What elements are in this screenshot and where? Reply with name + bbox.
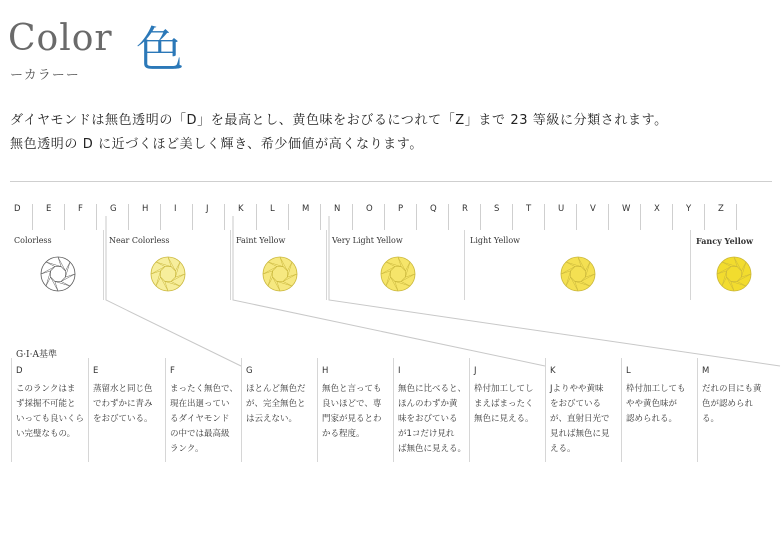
gia-letter-m: M xyxy=(702,366,710,376)
grade-letter-l: L xyxy=(270,204,275,214)
gia-column-divider xyxy=(241,358,242,462)
grade-letter-y: Y xyxy=(686,204,692,214)
grade-letter-u: U xyxy=(558,204,565,214)
description-line-1: ダイヤモンドは無色透明の「D」を最高とし、黄色味をおびるにつれて「Z」まで 23 等級に分類されます。 xyxy=(10,113,668,128)
gia-description: このランクはま ず採掘不可能と いっても良いくら い完璧なもの。 xyxy=(16,384,85,439)
segment-label: Near Colorless xyxy=(109,236,170,245)
grade-tick xyxy=(288,204,289,230)
grade-tick xyxy=(416,204,417,230)
gia-description: 枠付加工してし まえばまったく 無色に見える。 xyxy=(474,384,534,424)
segment-divider xyxy=(103,230,104,300)
grade-tick xyxy=(128,204,129,230)
grade-letter-n: N xyxy=(334,204,341,214)
grade-letter-d: D xyxy=(14,204,21,214)
segment-divider xyxy=(326,230,327,300)
gia-column-divider xyxy=(545,358,546,462)
gia-column-divider xyxy=(88,358,89,462)
gia-letter-i: I xyxy=(398,366,401,376)
gia-letter-d: D xyxy=(16,366,23,376)
gia-description: 蒸留水と同じ色 でわずかに青み をおびている。 xyxy=(93,384,153,424)
grade-tick xyxy=(608,204,609,230)
gia-letter-j: J xyxy=(474,366,477,376)
grade-tick xyxy=(96,204,97,230)
diamond-icon xyxy=(716,256,752,292)
gia-description: 無色と言っても 良いほどで、専 門家が見るとわ かる程度。 xyxy=(322,384,382,439)
grade-letter-i: I xyxy=(174,204,177,214)
grade-tick xyxy=(512,204,513,230)
grade-letter-s: S xyxy=(494,204,500,214)
grade-tick xyxy=(704,204,705,230)
segment-label: Very Light Yellow xyxy=(332,236,403,245)
diamond-icon xyxy=(40,256,76,292)
title-japanese: 色 xyxy=(136,22,185,78)
diamond-icon xyxy=(150,256,186,292)
grade-letter-h: H xyxy=(142,204,149,214)
grade-letter-o: O xyxy=(366,204,373,214)
description-line-2: 無色透明の D に近づくほど美しく輝き、希少価値が高くなります。 xyxy=(10,137,423,152)
gia-column-divider xyxy=(697,358,698,462)
gia-column-divider xyxy=(317,358,318,462)
title-subtitle: ーカラーー xyxy=(10,68,80,83)
segment-divider xyxy=(230,230,231,300)
gia-description: Jよりやや黄味 をおびている が、直射日光で 見れば無色に見 える。 xyxy=(550,384,610,454)
segment-label: Light Yellow xyxy=(470,236,521,245)
grade-tick xyxy=(448,204,449,230)
segment-label: Colorless xyxy=(14,236,52,245)
diamond-icon xyxy=(262,256,298,292)
segment-divider xyxy=(690,230,691,300)
gia-column-divider xyxy=(621,358,622,462)
gia-letter-h: H xyxy=(322,366,329,376)
grade-letter-e: E xyxy=(46,204,52,214)
gia-description: 無色に比べると、 ほんのわずか黄 味をおびている が1コだけ見れ ば無色に見える。 xyxy=(398,384,467,454)
grade-letter-g: G xyxy=(110,204,117,214)
gia-column-divider xyxy=(165,358,166,462)
gia-title: G·I·A基準 xyxy=(16,350,57,360)
grade-letter-j: J xyxy=(206,204,209,214)
grade-letter-v: V xyxy=(590,204,596,214)
grade-tick xyxy=(64,204,65,230)
grade-tick xyxy=(480,204,481,230)
grade-letter-x: X xyxy=(654,204,660,214)
title-english: Color xyxy=(8,18,113,59)
diamond-icon xyxy=(380,256,416,292)
grade-tick xyxy=(160,204,161,230)
grade-letter-k: K xyxy=(238,204,244,214)
grade-tick xyxy=(576,204,577,230)
grade-letter-z: Z xyxy=(718,204,724,214)
grade-letter-p: P xyxy=(398,204,404,214)
grade-tick xyxy=(672,204,673,230)
grade-tick xyxy=(32,204,33,230)
grade-tick xyxy=(256,204,257,230)
segment-label: Fancy Yellow xyxy=(696,236,753,246)
gia-description: ほとんど無色だ が、完全無色と は云えない。 xyxy=(246,384,306,424)
gia-letter-g: G xyxy=(246,366,253,376)
grade-tick xyxy=(192,204,193,230)
gia-description: まったく無色で、 現在出廻ってい るダイヤモンド の中では最高級 ランク。 xyxy=(170,384,238,454)
grade-tick xyxy=(320,204,321,230)
gia-letter-e: E xyxy=(93,366,99,376)
grade-letter-m: M xyxy=(302,204,310,214)
grade-letter-w: W xyxy=(622,204,631,214)
gia-letter-f: F xyxy=(170,366,175,376)
diamond-icon xyxy=(560,256,596,292)
gia-letter-k: K xyxy=(550,366,556,376)
grade-letter-q: Q xyxy=(430,204,437,214)
grade-tick xyxy=(224,204,225,230)
grade-tick xyxy=(352,204,353,230)
gia-description: だれの目にも黄 色が認められ る。 xyxy=(702,384,762,424)
grade-tick xyxy=(736,204,737,230)
gia-column-divider xyxy=(469,358,470,462)
grade-tick xyxy=(640,204,641,230)
gia-description: 枠付加工しても やや黄色味が 認められる。 xyxy=(626,384,686,424)
grade-letter-t: T xyxy=(526,204,532,214)
grade-letter-f: F xyxy=(78,204,83,214)
gia-column-divider xyxy=(11,358,12,462)
gia-letter-l: L xyxy=(626,366,631,376)
grade-letter-r: R xyxy=(462,204,468,214)
segment-divider xyxy=(464,230,465,300)
grade-tick xyxy=(384,204,385,230)
segment-label: Faint Yellow xyxy=(236,236,286,245)
gia-column-divider xyxy=(393,358,394,462)
grade-tick xyxy=(544,204,545,230)
